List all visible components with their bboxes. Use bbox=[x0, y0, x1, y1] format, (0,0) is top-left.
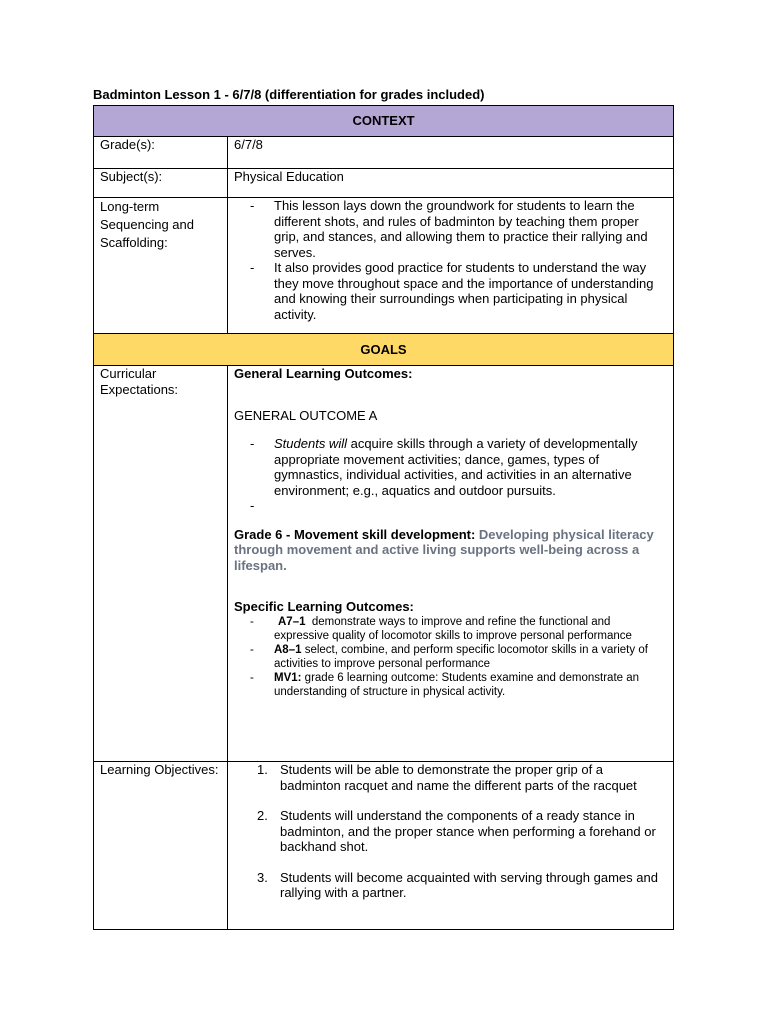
list-item bbox=[234, 498, 667, 514]
grades-row bbox=[94, 137, 674, 169]
sequencing-row bbox=[94, 198, 674, 334]
grade6-block bbox=[234, 527, 667, 574]
dash-bullet: - bbox=[250, 615, 254, 628]
objective-text: Students will understand the components of a ready stance in badminton, and the proper stance when performing a forehand or backhand shot. bbox=[280, 808, 656, 854]
context-header-row bbox=[94, 106, 674, 137]
dash-bullet: - bbox=[250, 260, 255, 275]
goals-header: GOALS bbox=[94, 334, 674, 366]
outcome-text: select, combine, and perform specific locomotor skills in a variety of activities to improve personal performance bbox=[274, 643, 652, 670]
objective-number: 1. bbox=[257, 762, 268, 777]
list-item bbox=[234, 198, 667, 260]
curricular-row bbox=[94, 366, 674, 762]
subject-row bbox=[94, 169, 674, 198]
dash-bullet: - bbox=[250, 436, 255, 451]
objective-text: Students will be able to demonstrate the proper grip of a badminton racquet and name the different parts of the racquet bbox=[280, 762, 637, 793]
list-item bbox=[234, 436, 667, 498]
grade6-text: Developing physical literacy through movement and active living supports well-being across a lifespan. bbox=[234, 526, 654, 573]
objectives-label: Learning Objectives: bbox=[94, 762, 228, 930]
outcome-code: MV1: bbox=[274, 671, 302, 684]
dash-bullet: - bbox=[250, 498, 255, 513]
dash-bullet: - bbox=[250, 643, 254, 656]
grades-value: 6/7/8 bbox=[228, 137, 674, 169]
specific-outcomes-list bbox=[234, 615, 667, 699]
goals-header-row bbox=[94, 334, 674, 366]
outcome-code: A7–1 bbox=[278, 615, 306, 628]
subject-value: Physical Education bbox=[228, 169, 674, 198]
outcome-text: grade 6 learning outcome: Students examine and demonstrate an understanding of structure in physical activity. bbox=[274, 671, 643, 698]
objective-number: 3. bbox=[257, 869, 268, 885]
grades-label: Grade(s): bbox=[94, 137, 228, 169]
outcome-a-italic: Students will bbox=[274, 436, 347, 451]
outcome-text: demonstrate ways to improve and refine the functional and expressive quality of locomotor skills to improve personal performance bbox=[274, 615, 632, 642]
objectives-list bbox=[234, 762, 667, 901]
sequencing-item-text: It also provides good practice for students to understand the way they move throughout space and the importance of understanding and knowing their surroundings when participating in physical activity. bbox=[274, 260, 654, 322]
document-title: Badminton Lesson 1 - 6/7/8 (differentiation for grades included) bbox=[93, 87, 485, 102]
lesson-plan-table bbox=[93, 105, 674, 930]
specific-outcomes-heading: Specific Learning Outcomes: bbox=[234, 599, 414, 614]
list-item bbox=[234, 671, 667, 699]
objective-text: Students will become acquainted with serving through games and rallying with a partner. bbox=[280, 869, 658, 900]
curricular-label: Curricular Expectations: bbox=[94, 366, 228, 762]
objectives-row bbox=[94, 762, 674, 930]
general-outcome-a: GENERAL OUTCOME A bbox=[234, 407, 378, 423]
outcome-code: A8–1 bbox=[274, 643, 302, 656]
sequencing-item-text: This lesson lays down the groundwork for students to learn the different shots, and rules of badminton by teaching them proper grip, and stances, and allowing them to practice their rallying and serves. bbox=[274, 198, 648, 260]
dash-bullet: - bbox=[250, 671, 254, 684]
outcome-a-list bbox=[234, 436, 667, 514]
curricular-cell bbox=[228, 366, 674, 762]
objectives-cell bbox=[228, 762, 674, 930]
list-item bbox=[234, 643, 667, 671]
dash-bullet: - bbox=[250, 198, 255, 213]
list-item bbox=[234, 615, 667, 643]
outcome-a-text: acquire skills through a variety of developmentally appropriate movement activities; dance, games, types of gymnastics, individual activities, and activities in an alternative environment; e.g., aquatics and outdoor pursuits. bbox=[274, 436, 638, 498]
list-item bbox=[234, 808, 667, 855]
list-item bbox=[234, 762, 667, 793]
list-item bbox=[234, 260, 667, 322]
subject-label: Subject(s): bbox=[94, 169, 228, 198]
objective-number: 2. bbox=[257, 808, 268, 823]
sequencing-label: Long-term Sequencing and Scaffolding: bbox=[94, 198, 228, 334]
sequencing-list bbox=[234, 198, 667, 322]
grade6-label: Grade 6 - Movement skill development: bbox=[234, 526, 476, 542]
sequencing-cell bbox=[228, 198, 674, 334]
context-header: CONTEXT bbox=[94, 106, 674, 137]
general-outcomes-heading: General Learning Outcomes: bbox=[234, 366, 413, 381]
list-item bbox=[234, 870, 667, 901]
